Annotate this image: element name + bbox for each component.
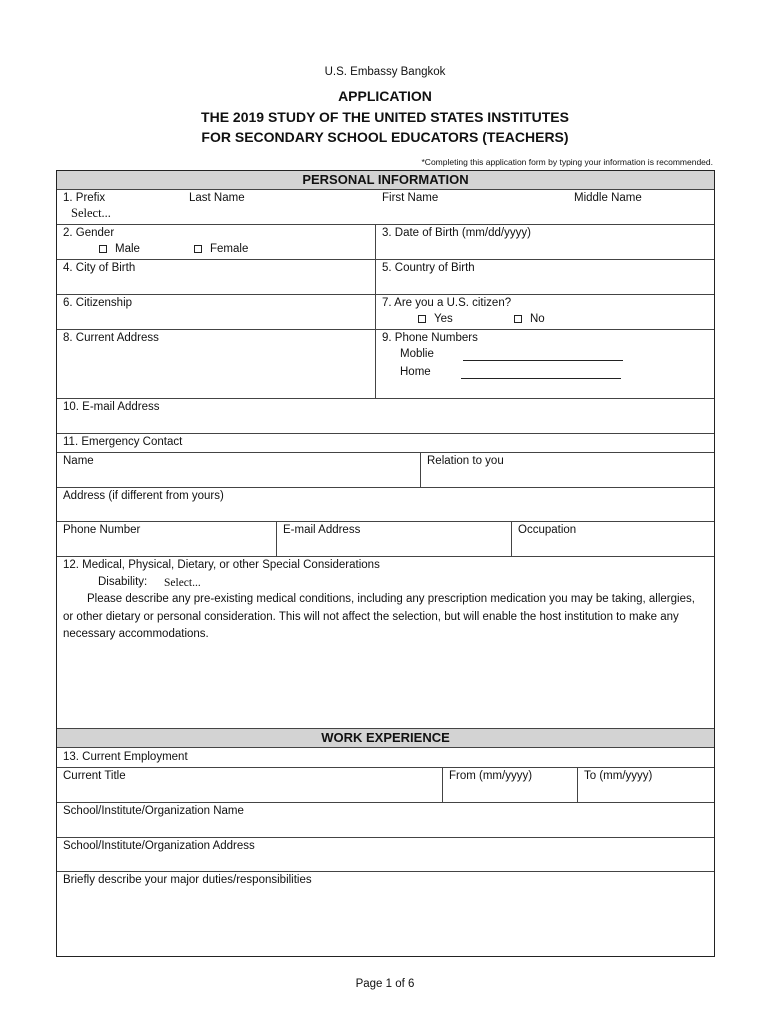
emergency-email-field[interactable]: E-mail Address <box>283 524 361 536</box>
disability-label: Disability: <box>98 576 148 588</box>
us-citizen-label: 7. Are you a U.S. citizen? <box>382 297 512 309</box>
work-experience-heading: WORK EXPERIENCE <box>57 729 714 748</box>
employment-from-field[interactable]: From (mm/yyyy) <box>449 770 533 782</box>
no-label: No <box>530 313 545 325</box>
country-of-birth-field[interactable]: 5. Country of Birth <box>382 262 475 274</box>
current-address-field[interactable]: 8. Current Address <box>63 332 159 344</box>
male-label: Male <box>115 243 140 255</box>
personal-information-heading: PERSONAL INFORMATION <box>57 171 714 190</box>
gender-female-option[interactable] <box>194 243 248 255</box>
home-phone-input[interactable] <box>461 369 621 381</box>
middle-name-field[interactable]: Middle Name <box>574 192 642 204</box>
document-title: APPLICATION <box>338 88 432 104</box>
yes-checkbox[interactable] <box>418 315 426 323</box>
yes-label: Yes <box>434 313 453 325</box>
application-form <box>56 170 715 957</box>
employment-to-field[interactable]: To (mm/yyyy) <box>584 770 653 782</box>
no-checkbox[interactable] <box>514 315 522 323</box>
disability-select[interactable]: Select... <box>164 577 201 589</box>
embassy-name: U.S. Embassy Bangkok <box>324 66 446 78</box>
document-subtitle-line1: THE 2019 STUDY OF THE UNITED STATES INSTITUTES <box>201 109 569 125</box>
mobile-phone-input[interactable] <box>463 351 623 363</box>
current-employment-label: 13. Current Employment <box>63 751 188 763</box>
organization-name-field[interactable]: School/Institute/Organization Name <box>63 805 244 817</box>
emergency-phone-field[interactable]: Phone Number <box>63 524 141 536</box>
male-checkbox[interactable] <box>99 245 107 253</box>
emergency-address-field[interactable]: Address (if different from yours) <box>63 490 224 502</box>
gender-label: 2. Gender <box>63 227 115 239</box>
home-phone-label: Home <box>400 366 431 378</box>
document-subtitle-line2: FOR SECONDARY SCHOOL EDUCATORS (TEACHERS) <box>201 129 569 145</box>
duties-description-field[interactable]: Briefly describe your major duties/responsibilities <box>63 874 312 886</box>
gender-male-option[interactable] <box>99 243 140 255</box>
phone-numbers-label: 9. Phone Numbers <box>382 332 478 344</box>
page-number: Page 1 of 6 <box>355 978 415 990</box>
emergency-occupation-field[interactable]: Occupation <box>518 524 577 536</box>
last-name-field[interactable]: Last Name <box>189 192 245 204</box>
emergency-name-field[interactable]: Name <box>63 455 94 467</box>
citizenship-field[interactable]: 6. Citizenship <box>63 297 133 309</box>
date-of-birth-field[interactable]: 3. Date of Birth (mm/dd/yyyy) <box>382 227 531 239</box>
email-address-field[interactable]: 10. E-mail Address <box>63 401 160 413</box>
city-of-birth-field[interactable]: 4. City of Birth <box>63 262 136 274</box>
us-citizen-no-option[interactable] <box>514 313 545 325</box>
us-citizen-yes-option[interactable] <box>418 313 453 325</box>
prefix-select[interactable]: Select... <box>71 206 111 220</box>
typing-recommendation-note: *Completing this application form by typing your information is recommended. <box>421 157 713 167</box>
mobile-phone-label: Moblie <box>400 348 434 360</box>
medical-considerations-label: 12. Medical, Physical, Dietary, or other Special Considerations <box>63 559 380 571</box>
first-name-field[interactable]: First Name <box>382 192 439 204</box>
emergency-contact-label: 11. Emergency Contact <box>63 436 183 448</box>
current-title-field[interactable]: Current Title <box>63 770 126 782</box>
emergency-relation-field[interactable]: Relation to you <box>427 455 504 467</box>
medical-description-text: Please describe any pre-existing medical conditions, including any prescription medication you may be taking, allergies, or other dietary or personal consideration. This will not affect the selection, but will enable the host institution to make any necessary accommodations. <box>63 593 695 640</box>
organization-address-field[interactable]: School/Institute/Organization Address <box>63 840 255 852</box>
prefix-label: 1. Prefix <box>63 192 106 204</box>
female-checkbox[interactable] <box>194 245 202 253</box>
female-label: Female <box>210 243 249 255</box>
